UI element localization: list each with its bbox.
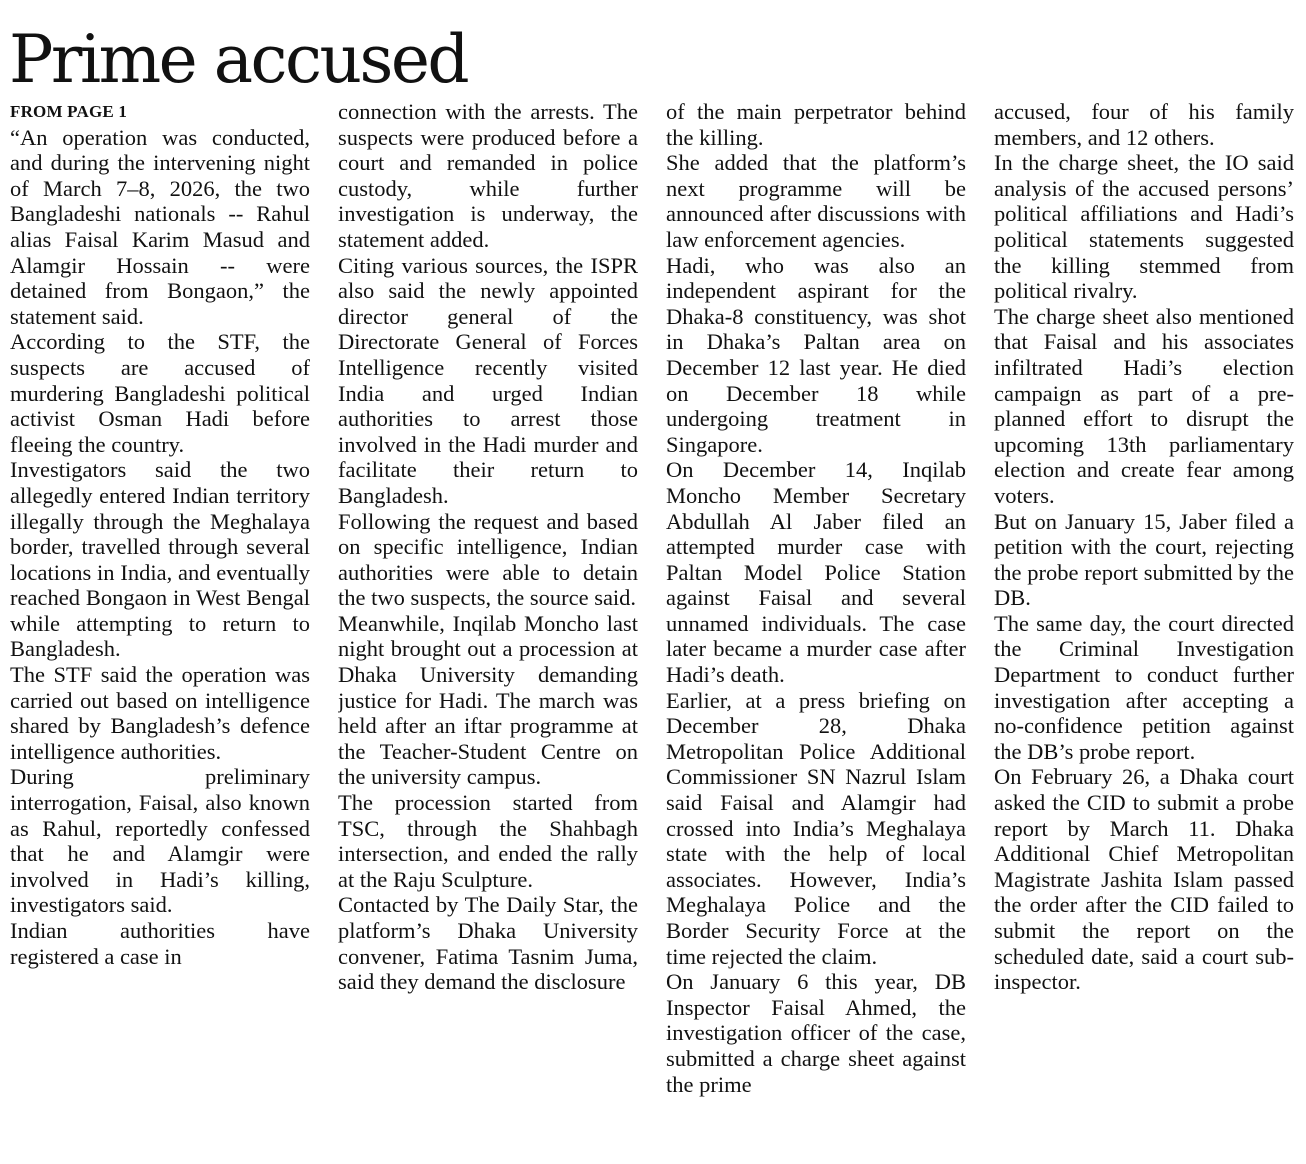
- paragraph: According to the STF, the suspects are accused of murdering Bangladeshi political activist Osman Hadi before fleeing the country.: [10, 329, 310, 457]
- paragraph: Following the request and based on specific intelligence, Indian authorities were able to detain the two suspects, the source said.: [338, 508, 638, 611]
- paragraph: Earlier, at a press briefing on December 28, Dhaka Metropolitan Police Additional Commissioner SN Nazrul Islam said Faisal and Alamgir had crossed into India’s Meghalaya state with the help of local associates. However, India’s Meghalaya Police and the Border Security Force at the time rejected the claim.: [666, 687, 966, 969]
- paragraph: accused, four of his family members, and 12 others.: [994, 99, 1294, 150]
- article-body: [10, 99, 1296, 1159]
- paragraph: Meanwhile, Inqilab Moncho last night brought out a procession at Dhaka University demanding justice for Hadi. The march was held after an iftar programme at the Teacher-Student Centre on the university campus.: [338, 610, 638, 790]
- paragraph: In the charge sheet, the IO said analysis of the accused persons’ political affiliations and Hadi’s political statements suggested the killing stemmed from political rivalry.: [994, 150, 1294, 304]
- column-1: [10, 99, 310, 1159]
- paragraph: Contacted by The Daily Star, the platform’s Dhaka University convener, Fatima Tasnim Juma, said they demand the disclosure: [338, 892, 638, 995]
- paragraph: Citing various sources, the ISPR also said the newly appointed director general of the Directorate General of Forces Intelligence recently visited India and urged Indian authorities to arrest those involved in the Hadi murder and facilitate their return to Bangladesh.: [338, 252, 638, 508]
- paragraph: The procession started from TSC, through the Shahbagh intersection, and ended the rally at the Raju Sculpture.: [338, 790, 638, 892]
- paragraph: But on January 15, Jaber filed a petition with the court, rejecting the probe report submitted by the DB.: [994, 508, 1294, 611]
- paragraph: of the main perpetrator behind the killing.: [666, 99, 966, 150]
- paragraph: During preliminary interrogation, Faisal, also known as Rahul, reportedly confessed that he and Alamgir were involved in Hadi’s killing, investigators said.: [10, 764, 310, 918]
- paragraph: Indian authorities have registered a case in: [10, 918, 310, 969]
- paragraph: She added that the platform’s next programme will be announced after discussions with law enforcement agencies.: [666, 150, 966, 252]
- paragraph: connection with the arrests. The suspects were produced before a court and remanded in police custody, while further investigation is underway, the statement added.: [338, 99, 638, 252]
- paragraph: Hadi, who was also an independent aspirant for the Dhaka-8 constituency, was shot in Dhaka’s Paltan area on December 12 last year. He died on December 18 while undergoing treatment in Singapore.: [666, 252, 966, 457]
- paragraph: On December 14, Inqilab Moncho Member Secretary Abdullah Al Jaber filed an attempted murder case with Paltan Model Police Station against Faisal and several unnamed individuals. The case later became a murder case after Hadi’s death.: [666, 457, 966, 688]
- paragraph: The charge sheet also mentioned that Faisal and his associates infiltrated Hadi’s election campaign as part of a pre-planned effort to disrupt the upcoming 13th parliamentary election and create fear among voters.: [994, 303, 1294, 508]
- column-4: [994, 99, 1294, 1159]
- paragraph: “An operation was conducted, and during the intervening night of March 7–8, 2026, the two Bangladeshi nationals -- Rahul alias Faisal Karim Masud and Alamgir Hossain -- were detained from Bongaon,” the statement said.: [10, 124, 310, 329]
- paragraph: On January 6 this year, DB Inspector Faisal Ahmed, the investigation officer of the case, submitted a charge sheet against the prime: [666, 969, 966, 1097]
- paragraph: On February 26, a Dhaka court asked the CID to submit a probe report by March 11. Dhaka Additional Chief Metropolitan Magistrate Jashita Islam passed the order after the CID failed to submit the report on the scheduled date, said a court sub-inspector.: [994, 764, 1294, 995]
- paragraph: Investigators said the two allegedly entered Indian territory illegally through the Meghalaya border, travelled through several locations in India, and eventually reached Bongaon in West Bengal while attempting to return to Bangladesh.: [10, 457, 310, 662]
- dateline: FROM PAGE 1: [10, 102, 128, 121]
- column-3: [666, 99, 966, 1159]
- paragraph: The STF said the operation was carried out based on intelligence shared by Bangladesh’s defence intelligence authorities.: [10, 662, 310, 764]
- headline: Prime accused: [9, 21, 468, 98]
- column-2: [338, 99, 638, 1159]
- paragraph: The same day, the court directed the Criminal Investigation Department to conduct further investigation after accepting a no-confidence petition against the DB’s probe report.: [994, 610, 1294, 764]
